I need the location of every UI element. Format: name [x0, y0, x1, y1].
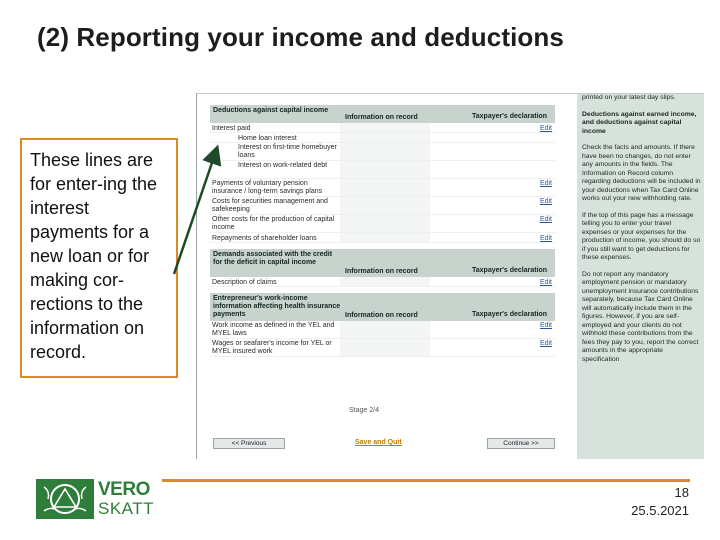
info-on-record-field [340, 339, 430, 356]
info-column-header: Information on record [345, 114, 418, 121]
edit-link[interactable]: Edit [539, 216, 552, 223]
info-on-record-field [340, 161, 430, 178]
slide-date: 25.5.2021 [631, 503, 689, 518]
callout-box [20, 138, 178, 378]
row-label: Work income as defined in the YEL and MYEL laws [212, 322, 335, 337]
section-header [210, 293, 555, 321]
row-label: Interest on work-related debt [238, 162, 328, 169]
help-paragraph-3: Do not report any mandatory employment pension or mandatory unemployment insurance contributions separately, because Tax Card Online will automatically include them in the figures. However, if you are self-employed and your clients do not withhold these contributions from the fees they pay to you, report the correct amounts in the appropriate specification [582, 270, 699, 363]
form-row [210, 321, 555, 339]
section-header [210, 249, 555, 277]
edit-link[interactable]: Edit [539, 340, 552, 347]
form-row [210, 161, 555, 179]
row-label: Description of claims [212, 279, 277, 286]
edit-link[interactable]: Edit [539, 125, 552, 132]
help-paragraph-2: If the top of this page has a message telling you to enter your travel expenses or your expenses for the production of income, you should do so if you still want to get deductions for these expenses. [582, 211, 701, 261]
deductions-form [210, 105, 555, 363]
edit-link[interactable]: Edit [539, 322, 552, 329]
vero-skatt-logo [36, 479, 154, 519]
edit-link[interactable]: Edit [539, 198, 552, 205]
info-on-record-field [340, 133, 430, 142]
info-on-record-field [340, 233, 430, 242]
info-on-record-field [340, 277, 430, 286]
callout-arrow-icon [170, 140, 230, 280]
form-row [210, 179, 555, 197]
logo-vero-text: VERO [98, 479, 150, 500]
form-row [210, 133, 555, 143]
form-row [210, 123, 555, 133]
form-row [210, 197, 555, 215]
section-title: Deductions against capital income [213, 107, 329, 114]
help-sidebar [577, 94, 704, 459]
row-label: Interest on first-time homebuyer loans [238, 144, 337, 159]
form-row [210, 339, 555, 357]
footer-divider [162, 479, 690, 482]
info-on-record-field [340, 143, 430, 160]
row-label: Payments of voluntary pension insurance / long-term savings plans [212, 180, 323, 195]
info-on-record-field [340, 321, 430, 338]
info-on-record-field [340, 215, 430, 232]
section-title: Demands associated with the credit for the deficit in capital income [213, 251, 333, 266]
info-column-header: Information on record [345, 312, 418, 319]
tax-emblem-icon [36, 479, 94, 519]
help-heading: Deductions against earned income, and deductions against capital income [582, 110, 697, 135]
declaration-column-header: Taxpayer's declaration [472, 267, 548, 274]
edit-link[interactable]: Edit [539, 279, 552, 286]
form-row [210, 143, 555, 161]
callout-text: These lines are for enter-ing the interest payments for a new loan or for making cor-rections to the information on record. [30, 150, 158, 362]
continue-button[interactable]: Continue >> [487, 438, 555, 449]
section-title: Entrepreneur's work-income information affecting health insurance payments [213, 295, 341, 318]
edit-link[interactable]: Edit [539, 235, 552, 242]
row-label: Costs for securities management and safekeeping [212, 198, 328, 213]
info-column-header: Information on record [345, 268, 418, 275]
section-spacer [210, 357, 555, 363]
section-header [210, 105, 555, 123]
form-row [210, 233, 555, 243]
help-paragraph-1: Check the facts and amounts. If there have been no changes, do not enter any amounts in the fields. The Information on Record column regarding deductions will be included in your deductions when Tax Card Online works out your new withholding rate. [582, 144, 701, 202]
slide-title: (2) Reporting your income and deductions [37, 22, 564, 52]
declaration-column-header: Taxpayer's declaration [472, 311, 548, 318]
stage-indicator: Stage 2/4 [349, 407, 379, 414]
page-number: 18 [674, 485, 689, 500]
row-label: Other costs for the production of capital income [212, 216, 335, 231]
help-top-text: printed on your latest day slips. [582, 94, 676, 101]
row-label: Repayments of shareholder loans [212, 235, 317, 242]
tax-form-screenshot [196, 93, 704, 459]
row-label: Wages or seafarer's income for YEL or MYEL insured work [212, 340, 332, 355]
edit-link[interactable]: Edit [539, 180, 552, 187]
info-on-record-field [340, 197, 430, 214]
logo-skatt-text: SKATT [98, 499, 155, 518]
declaration-column-header: Taxpayer's declaration [472, 113, 548, 120]
previous-button[interactable]: << Previous [213, 438, 285, 449]
row-label: Home loan interest [238, 135, 297, 142]
form-row [210, 215, 555, 233]
info-on-record-field [340, 123, 430, 132]
info-on-record-field [340, 179, 430, 196]
save-and-quit-link[interactable]: Save and Quit [355, 439, 402, 446]
form-row [210, 277, 555, 287]
row-label: Interest paid [212, 125, 251, 132]
